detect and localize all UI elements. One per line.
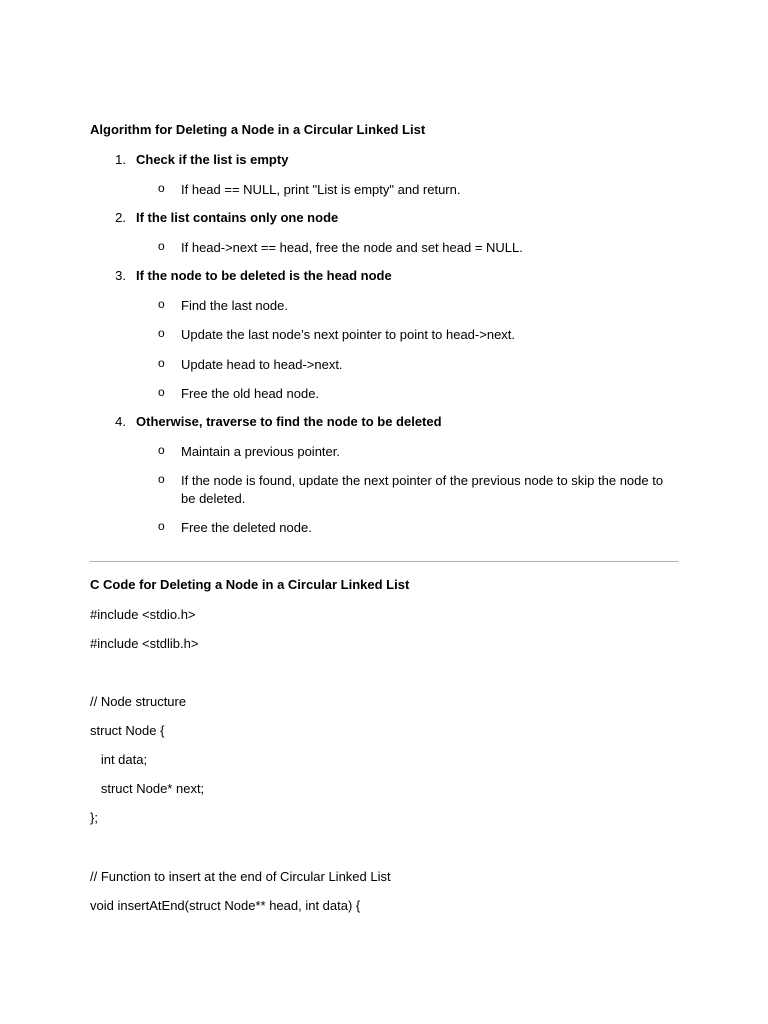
horizontal-divider bbox=[90, 561, 678, 562]
step-number: 1. bbox=[115, 152, 126, 167]
step-label: Otherwise, traverse to find the node to be deleted bbox=[136, 414, 442, 429]
code-line: // Function to insert at the end of Circular Linked List bbox=[90, 869, 391, 884]
bullet-icon: o bbox=[158, 239, 165, 253]
bullet-icon: o bbox=[158, 472, 165, 486]
step-label: If the node to be deleted is the head node bbox=[136, 268, 392, 283]
code-line: struct Node { bbox=[90, 723, 165, 738]
code-line: struct Node* next; bbox=[90, 781, 205, 796]
bullet-icon: o bbox=[158, 297, 165, 311]
step-number: 4. bbox=[115, 414, 126, 429]
step-number: 2. bbox=[115, 210, 126, 225]
algorithm-heading: Algorithm for Deleting a Node in a Circular Linked List bbox=[90, 122, 426, 137]
bullet-icon: o bbox=[158, 443, 165, 457]
code-heading: C Code for Deleting a Node in a Circular Linked List bbox=[90, 577, 410, 592]
code-line: #include <stdio.h> bbox=[90, 607, 196, 622]
step-label: Check if the list is empty bbox=[136, 152, 289, 167]
bullet-icon: o bbox=[158, 326, 165, 340]
bullet-icon: o bbox=[158, 181, 165, 195]
code-line: }; bbox=[90, 810, 98, 825]
code-line: // Node structure bbox=[90, 694, 187, 709]
bullet-icon: o bbox=[158, 385, 165, 399]
code-line: int data; bbox=[90, 752, 148, 767]
bullet-icon: o bbox=[158, 519, 165, 533]
step-number: 3. bbox=[115, 268, 126, 283]
step-label: If the list contains only one node bbox=[136, 210, 339, 225]
code-line: void insertAtEnd(struct Node** head, int data) { bbox=[90, 898, 361, 913]
bullet-icon: o bbox=[158, 356, 165, 370]
code-line: #include <stdlib.h> bbox=[90, 636, 199, 651]
